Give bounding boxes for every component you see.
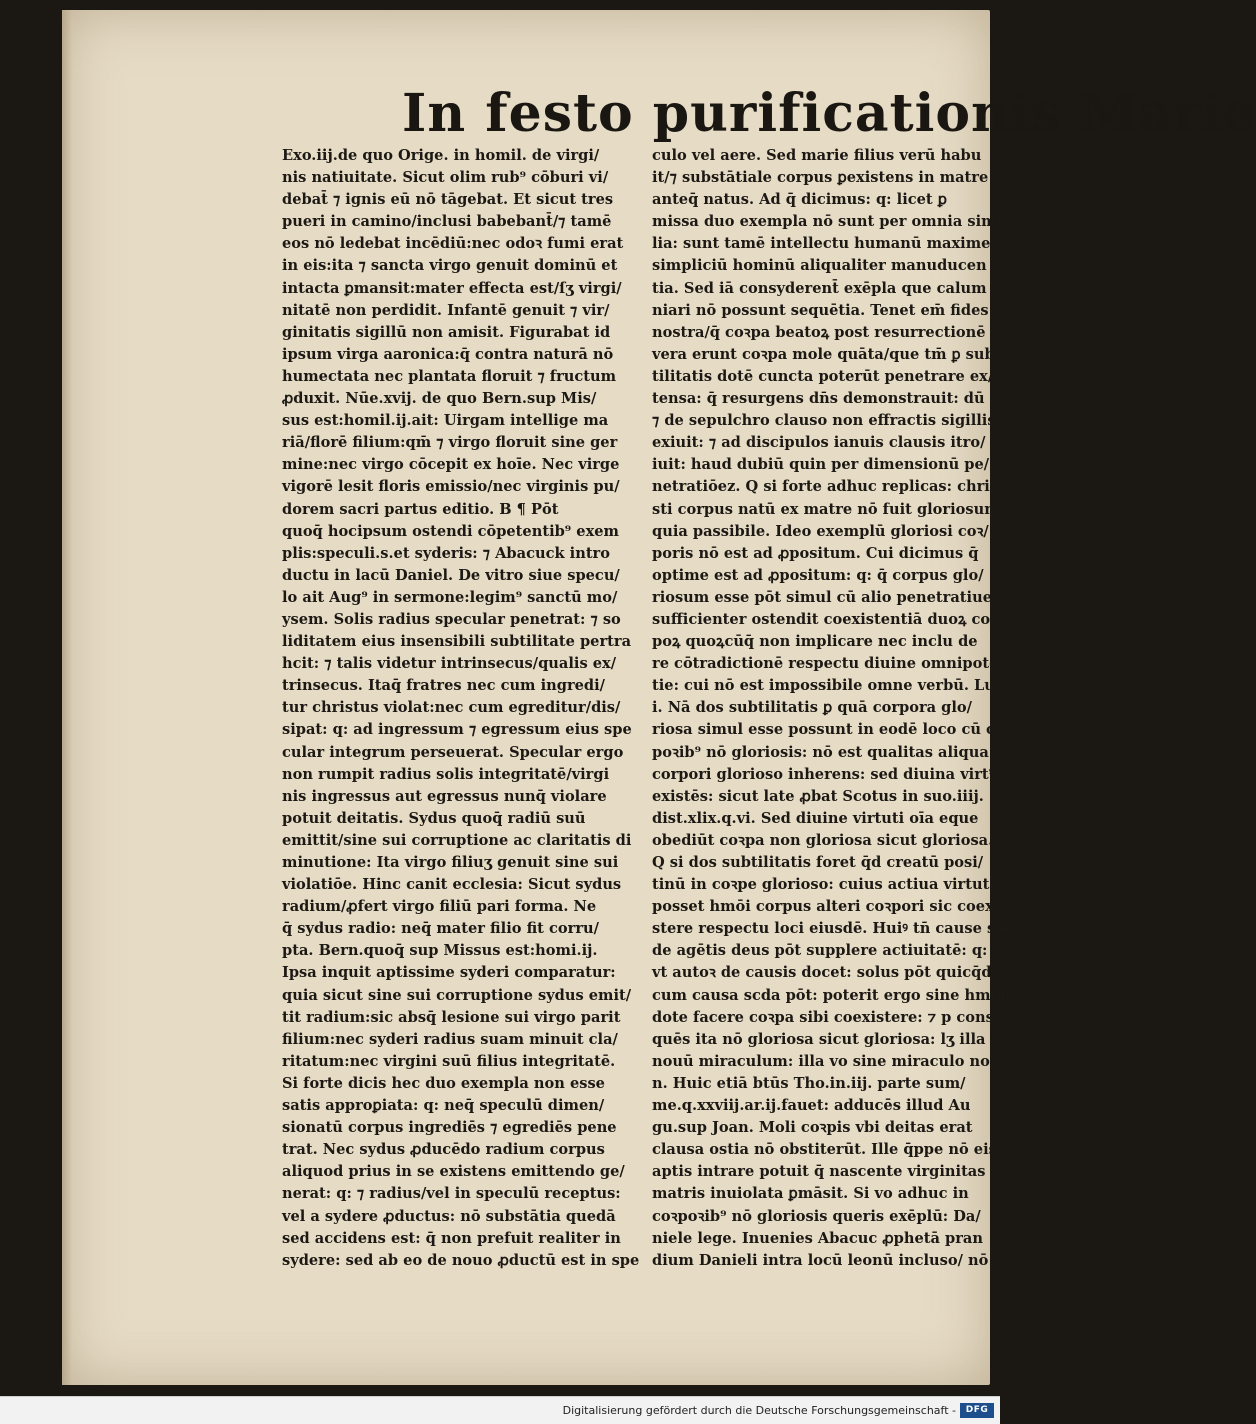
text-line: me.q.xxviij.ar.ij.fauet: adducēs illud Au: [652, 1097, 971, 1115]
text-line: anteq̄ natus. Ad q̄ dicimus: q: licet ꝑ: [652, 191, 947, 209]
text-line: exiuit: ⁊ ad discipulos ianuis clausis itro/: [652, 434, 986, 452]
text-line: Ipsa inquit aptissime syderi comparatur:: [282, 964, 616, 982]
text-line: optime est ad ꝓpositum: q: q̄ corpus glo/: [652, 566, 984, 584]
left-text-column: [282, 145, 642, 1272]
text-line: clausa ostia nō obstiterūt. Ille q̄ppe nō eis: [652, 1141, 997, 1159]
text-line: i. Nā dos subtilitatis ꝑ quā corpora glo/: [652, 699, 972, 717]
text-line: ysem. Solis radius specular penetrat: ⁊ so: [282, 610, 621, 628]
text-line: quia passibile. Ideo exemplū gloriosi coꝛ/: [652, 522, 989, 540]
page-binding-edge: [62, 10, 72, 1385]
text-line: potuit deitatis. Sydus quoq̄ radiū suū: [282, 809, 586, 827]
text-line: missa duo exempla nō sunt per omnia simi: [652, 213, 1003, 231]
text-line: sufficienter ostendit coexistentiā duoꝝ coꝛ/: [652, 610, 1003, 628]
text-line: filium:nec syderi radius suam minuit cla/: [282, 1030, 618, 1048]
text-line: emittit/sine sui corruptione ac claritatis di: [282, 831, 632, 849]
text-line: sionatū corpus ingrediēs ⁊ egrediēs pene: [282, 1119, 617, 1137]
text-line: poꝛib⁹ nō gloriosis: nō est qualitas aliqua: [652, 743, 989, 761]
text-line: culo vel aere. Sed marie filius verū habu: [652, 147, 982, 164]
text-line: tinū in coꝛpe glorioso: cuius actiua virtute: [652, 876, 999, 894]
text-line: trinsecus. Itaq̄ fratres nec cum ingredi/: [282, 677, 605, 695]
text-line: humectata nec plantata floruit ⁊ fructum: [282, 367, 617, 385]
text-line: q̄ sydus radio: neq̄ mater filio fit corru/: [282, 920, 599, 938]
text-line: ductu in lacū Daniel. De vitro siue specu/: [282, 566, 620, 584]
text-line: radium/ꝓfert virgo filiū pari forma. Ne: [282, 898, 597, 916]
text-line: sti corpus natū ex matre nō fuit gloriosum: [652, 500, 1000, 518]
text-line: mine:nec virgo cōcepit ex hoīe. Nec virge: [282, 456, 620, 474]
text-line: nis ingressus aut egressus nunq̄ violare: [282, 787, 607, 805]
text-line: Si forte dicis hec duo exempla non esse: [282, 1074, 605, 1092]
text-line: ꝓduxit. Nūe.xvij. de quo Bern.sup Mis/: [282, 390, 597, 408]
text-line: aliquod prius in se existens emittendo ge/: [282, 1163, 625, 1181]
text-line: tensa: q̄ resurgens dn̄s demonstrauit: dū: [652, 390, 985, 408]
text-line: tilitatis dotē cuncta poterūt penetrare ex/: [652, 367, 994, 385]
text-line: vel a sydere ꝓductus: nō substātia quedā: [282, 1207, 616, 1225]
text-line: hcit: ⁊ talis videtur intrinsecus/qualis ex/: [282, 655, 617, 673]
text-line: violatiōe. Hinc canit ecclesia: Sicut sydus: [282, 876, 622, 894]
text-line: eos nō ledebat incēdiū:nec odoꝛ fumi erat: [282, 235, 624, 253]
text-line: poꝝ quoꝝcūq̄ non implicare nec inclu de: [652, 633, 978, 651]
text-line: ipsum virga aaronica:q̄ contra naturā nō: [282, 345, 614, 363]
text-line: sipat: q: ad ingressum ⁊ egressum eius spe: [282, 721, 632, 739]
text-line: Q si dos subtilitatis foret q̄d creatū posi/: [652, 854, 984, 871]
text-line: gu.sup Joan. Moli coꝛpis vbi deitas erat: [652, 1119, 973, 1137]
footer-credit-text: Digitalisierung gefördert durch die Deutsche Forschungsgemeinschaft -: [562, 1404, 956, 1417]
footer-bar: [0, 1396, 1000, 1424]
text-line: riā/florē filium:qm̄ ⁊ virgo floruit sine ger: [282, 434, 618, 452]
right-text-column: [652, 145, 1024, 1272]
text-line: re cōtradictionē respectu diuine omnipotē: [652, 655, 999, 673]
book-page: [62, 10, 1256, 1385]
text-line: liditatem eius insensibili subtilitate pertra: [282, 633, 632, 651]
text-line: satis approꝑiata: q: neq̄ speculū dimen/: [282, 1097, 605, 1115]
text-line: cular integrum perseuerat. Specular ergo: [282, 743, 624, 761]
text-line: dorem sacri partus editio. B ¶ Pōt: [282, 500, 559, 518]
text-line: obediūt coꝛpa non gloriosa sicut gloriosa.: [652, 831, 994, 849]
text-line: riosum esse pōt simul cū alio penetratiue:: [652, 588, 998, 606]
text-line: cum causa scda pōt: poterit ergo sine hmōi: [652, 986, 1006, 1004]
text-line: nerat: q: ⁊ radius/vel in speculū receptus:: [282, 1185, 621, 1203]
text-line: netratiōez. Q si forte adhuc replicas: chri: [652, 478, 990, 496]
text-line: minutione: Ita virgo filiuʒ genuit sine sui: [282, 854, 619, 871]
text-line: trat. Nec sydus ꝓducēdo radium corpus: [282, 1141, 605, 1159]
text-line: vigorē lesit floris emissio/nec virginis pu/: [282, 478, 620, 496]
text-line: debat̄ ⁊ ignis eū nō tāgebat. Et sicut tres: [282, 191, 614, 209]
text-line: quia sicut sine sui corruptione sydus emit/: [282, 986, 632, 1004]
text-line: pta. Bern.quoq̄ sup Missus est:homi.ij.: [282, 942, 598, 960]
text-line: stere respectu loci eiusdē. Huiꝰ tn̄ cause secū: [652, 920, 1024, 938]
text-line: quēs ita nō gloriosa sicut gloriosa: lʒ illa ꝑ: [652, 1030, 1000, 1048]
text-line: n. Huic etiā btūs Tho.in.iij. parte sum/: [652, 1074, 966, 1092]
text-line: tit radium:sic absq̄ lesione sui virgo parit: [282, 1008, 621, 1026]
text-line: matris inuiolata ꝑmāsit. Si vo adhuc in: [652, 1185, 969, 1203]
text-line: niele lege. Inuenies Abacuc ꝓphetā pran: [652, 1229, 983, 1247]
text-line: tie: cui nō est impossibile omne verbū. Lu.: [652, 677, 1000, 695]
text-line: existēs: sicut late ꝓbat Scotus in suo.iiij.: [652, 787, 984, 805]
text-line: riosa simul esse possunt in eodē loco cū coꝛ: [652, 721, 1012, 739]
text-line: intacta ꝑmansit:mater effecta est/ſʒ virgi/: [282, 279, 622, 297]
text-line: sus est:homil.ij.ait: Uirgam intellige ma: [282, 412, 609, 430]
text-line: nouū miraculum: illa vo sine miraculo no: [652, 1052, 990, 1070]
page-heading: In festo purificationis Marie: [402, 83, 1256, 144]
text-line: nis natiuitate. Sicut olim rub⁹ cōburi vi/: [282, 169, 609, 187]
text-line: Exo.iij.de quo Orige. in homil. de virgi/: [282, 147, 600, 164]
text-line: tia. Sed iā consyderent̄ exēpla que calum: [652, 279, 987, 297]
text-line: in eis:ita ⁊ sancta virgo genuit dominū et: [282, 257, 618, 275]
text-line: dist.xlix.q.vi. Sed diuine virtuti oīa eque: [652, 809, 979, 827]
text-line: coꝛpoꝛib⁹ nō gloriosis queris exēplū: Da/: [652, 1207, 981, 1225]
text-line: sed accidens est: q̄ non prefuit realiter in: [282, 1229, 621, 1247]
text-line: vt autoꝛ de causis docet: solus pōt quicq̄d: [652, 964, 992, 982]
text-line: sydere: sed ab eo de nouo ꝓductū est in spe: [282, 1251, 640, 1269]
text-line: lo ait Aug⁹ in sermone:legim⁹ sanctū mo/: [282, 588, 618, 606]
text-line: lia: sunt tamē intellectu humanū maxime: [652, 235, 991, 253]
text-line: de agētis deus pōt supplere actiuitatē: q:: [652, 942, 988, 960]
text-line: quoq̄ hocipsum ostendi cōpetentib⁹ exem: [282, 522, 619, 540]
text-line: dote facere coꝛpa sibi coexistere: ⁊ p conse/: [652, 1008, 1009, 1026]
text-line: corpori glorioso inherens: sed diuina virt⁹: [652, 765, 996, 783]
text-line: plis:speculi.s.et syderis: ⁊ Abacuck intro: [282, 544, 610, 562]
text-line: nitatē non perdidit. Infantē genuit ⁊ vir/: [282, 301, 610, 319]
text-line: poris nō est ad ꝓpositum. Cui dicimus q̄: [652, 544, 979, 562]
text-line: dium Danieli intra locū leonū incluso/ nō: [652, 1251, 989, 1269]
text-line: pueri in camino/inclusi babebant̄/⁊ tamē: [282, 213, 612, 231]
text-line: it/⁊ substātiale corpus ꝑexistens in matre: [652, 169, 989, 187]
dfg-logo: DFG: [960, 1403, 994, 1418]
text-line: ginitatis sigillū non amisit. Figurabat id: [282, 323, 611, 341]
text-line: nostra/q̄ coꝛpa beatoꝝ post resurrectionē: [652, 323, 986, 341]
text-line: non rumpit radius solis integritatē/virgi: [282, 765, 610, 783]
text-line: ⁊ de sepulchro clauso non effractis sigillis: [652, 412, 996, 430]
text-line: posset hmōi corpus alteri coꝛpori sic coexi: [652, 898, 1000, 916]
text-line: niari nō possunt sequētia. Tenet em̄ fides: [652, 301, 989, 319]
text-line: vera erunt coꝛpa mole quāta/que tm̄ ꝑ sub: [652, 345, 995, 363]
text-line: aptis intrare potuit q̄ nascente virginitas: [652, 1163, 986, 1181]
text-line: ritatum:nec virgini suū filius integritatē.: [282, 1052, 616, 1070]
text-line: iuit: haud dubiū quin per dimensionū pe/: [652, 456, 990, 474]
text-line: tur christus violat:nec cum egreditur/dis/: [282, 699, 621, 717]
text-line: simpliciū hominū aliqualiter manuducen: [652, 257, 987, 275]
